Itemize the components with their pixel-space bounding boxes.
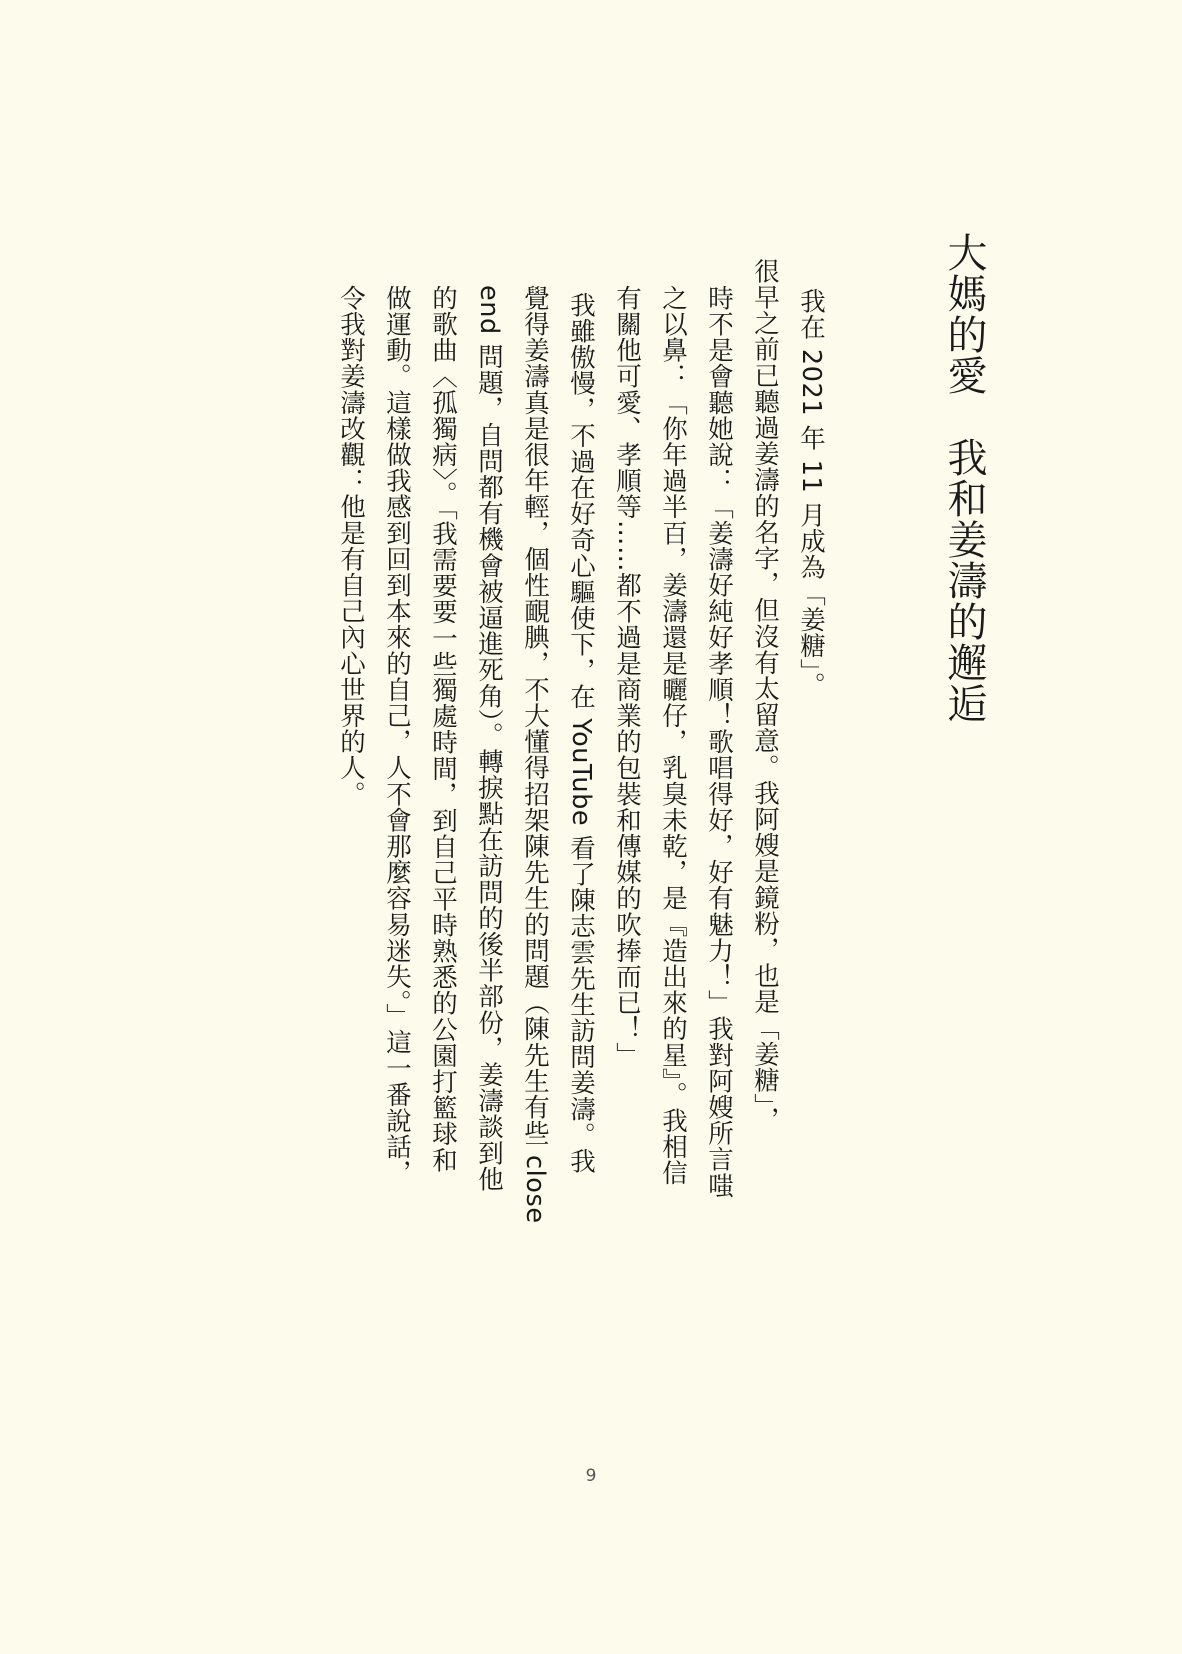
text-column-11: 令我對姜濤改觀：他是有自己內心世界的人。 [336, 285, 366, 807]
text-column-7: 覺得姜濤真是很年輕，個性靦腆，不大懂得招架陳先生的問題（陳先生有些 close [520, 285, 550, 1224]
text-column-3: 時不是會聽她說：「姜濤好純好孝順！歌唱得好，好有魅力！」我對阿嫂所言嗤 [704, 285, 734, 1199]
text-column-5: 有關他可愛、孝順等……都不過是商業的包裝和傳媒的吹捧而已！」 [612, 285, 642, 1068]
text-column-6: 我雖傲慢，不過在好奇心驅使下，在 YouTube 看了陳志雲先生訪問姜濤。我 [566, 292, 596, 1175]
chapter-title: 大媽的愛 我和姜濤的邂逅 [941, 232, 987, 724]
text-column-2: 很早之前已聽過姜濤的名字，但沒有太留意。我阿嫂是鏡粉，也是「姜糖」， [750, 258, 780, 1133]
text-column-10: 做運動。這樣做我感到回到本來的自己，人不會那麼容易迷失。」這一番說話， [382, 285, 412, 1186]
page-number: 9 [585, 1466, 597, 1486]
text-column-1: 我在 2021 年 11 月成為「姜糖」。 [796, 288, 826, 699]
text-column-8: end 問題，自問都有機會被逼進死角）。轉捩點在訪問的後半部份，姜濤談到他 [474, 285, 504, 1193]
text-column-9: 的歌曲〈孤獨病〉。「我需要要一些獨處時間，到自己平時熟悉的公園打籃球和 [428, 285, 458, 1173]
text-column-4: 之以鼻：「你年過半百，姜濤還是曬仔，乳臭未乾，是『造出來的星』。我相信 [658, 285, 688, 1186]
